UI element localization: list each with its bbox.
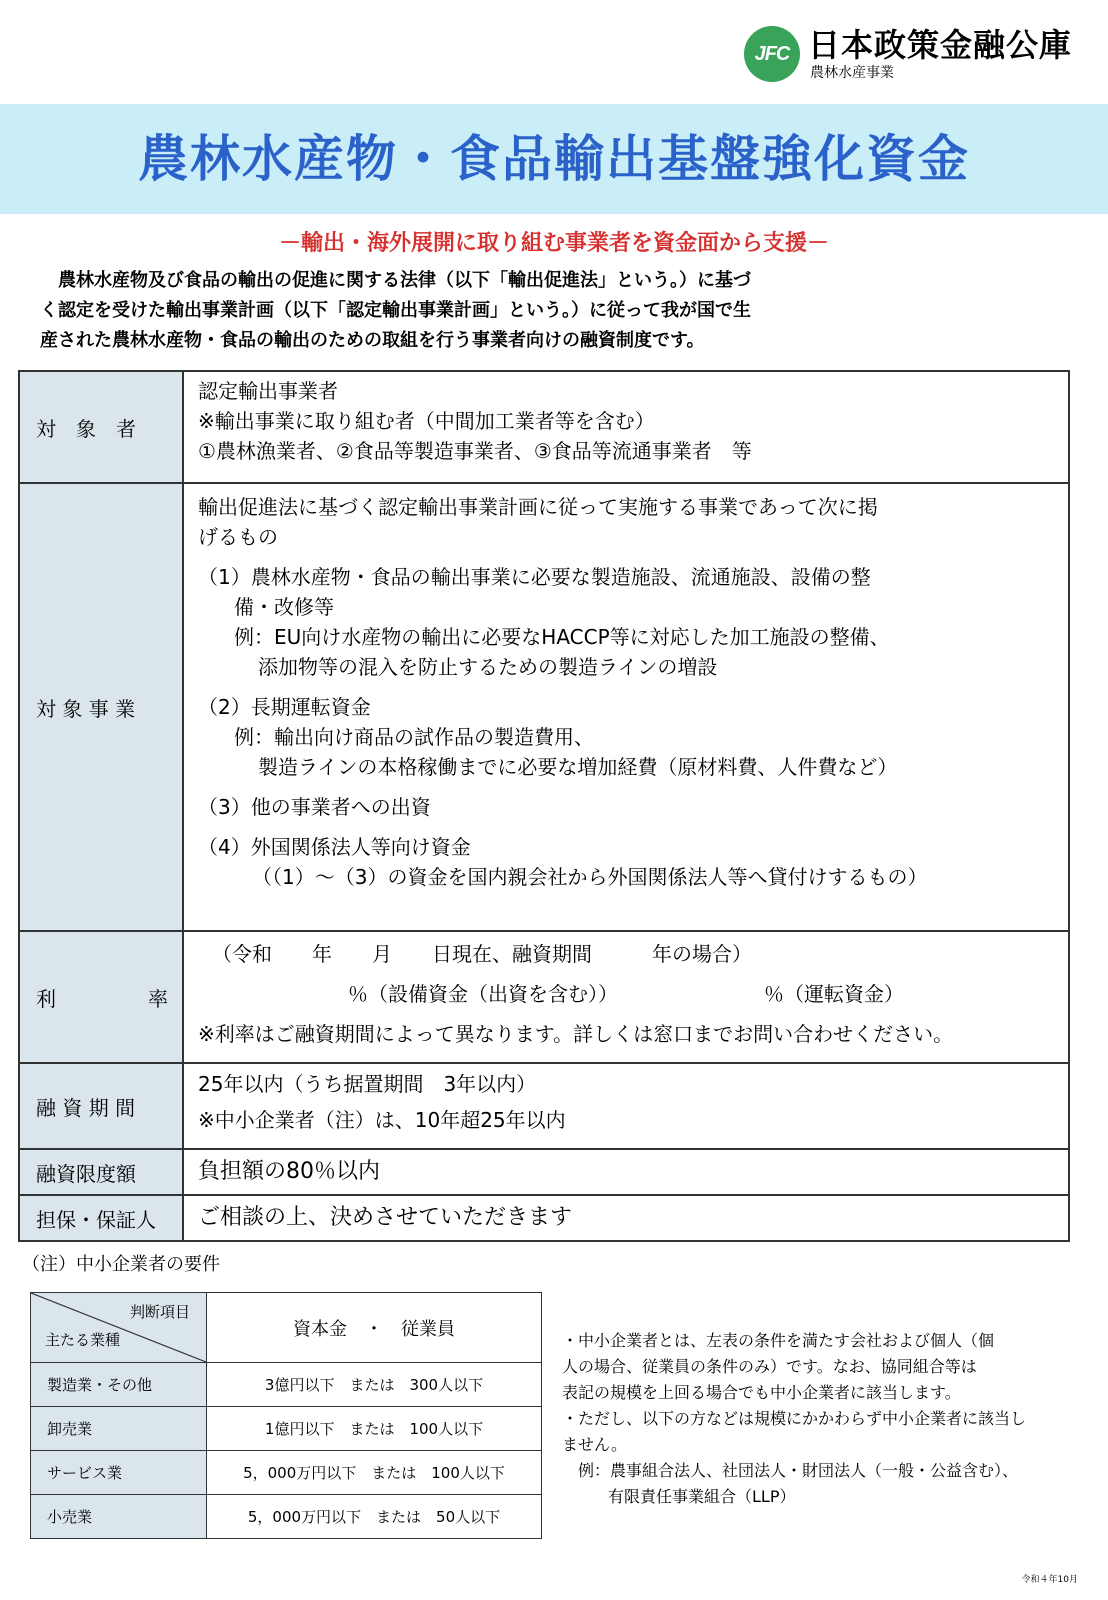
table-row	[31, 1407, 542, 1451]
jfc-logo-mark: JFC	[744, 26, 800, 82]
business-lead: 輸出促進法に基づく認定輸出事業計画に従って実施する事業であって次に掲	[198, 495, 878, 519]
intro-line: く認定を受けた輸出事業計画（以下「認定輸出事業計画」という。）に従って我が国で生	[40, 300, 751, 321]
corner-label-industry: 主たる業種	[45, 1331, 121, 1349]
period-line: 25年以内（うち据置期間 3年以内）	[198, 1072, 537, 1096]
business-item-1-example: 添加物等の混入を防止するための製造ラインの増設	[258, 655, 718, 679]
business-item-1-example: 例：EU向け水産物の輸出に必要なHACCP等に対応した加工施設の整備、	[234, 625, 890, 649]
value-business	[183, 483, 1069, 931]
loan-terms-table	[18, 370, 1070, 1242]
value-limit: 負担額の80％以内	[183, 1149, 1069, 1195]
side-note-line: ・中小企業者とは、左表の条件を満たす会社および個人（個	[562, 1331, 995, 1350]
label-limit: 融資限度額	[19, 1149, 183, 1195]
industry-cell: 製造業・その他	[31, 1363, 207, 1407]
criteria-cell: 5，000万円以下 または 50人以下	[207, 1495, 542, 1539]
jfc-logo	[744, 18, 1094, 90]
industry-cell: サービス業	[31, 1451, 207, 1495]
logo-organization-name: 日本政策金融公庫	[808, 26, 1073, 64]
label-rate: 利 率	[19, 931, 183, 1063]
industry-cell: 卸売業	[31, 1407, 207, 1451]
business-lead: げるもの	[198, 525, 278, 549]
business-item-2: （2）長期運転資金	[198, 695, 371, 719]
side-note-example: 例：農事組合法人、社団法人・財団法人（一般・公益含む）、	[578, 1461, 1019, 1480]
value-rate	[183, 931, 1069, 1063]
row-guarantee	[19, 1195, 1069, 1241]
label-guarantee: 担保・保証人	[19, 1195, 183, 1241]
page-title: 農林水産物・食品輸出基盤強化資金	[138, 129, 970, 188]
row-business	[19, 483, 1069, 931]
business-item-4-detail: （（1）～（3）の資金を国内親会社から外国関係法人等へ貸付けするもの）	[252, 865, 928, 889]
sme-note-heading: （注）中小企業者の要件	[22, 1254, 220, 1275]
label-target: 対 象 者	[19, 371, 183, 483]
period-line: ※中小企業者（注）は、10年超25年以内	[198, 1108, 566, 1132]
value-guarantee: ご相談の上、決めさせていただきます	[183, 1195, 1069, 1241]
rate-working: ％（運転資金）	[764, 982, 904, 1006]
sme-requirements-table	[30, 1292, 542, 1539]
table-row	[31, 1363, 542, 1407]
sme-table-header-row	[31, 1293, 542, 1363]
industry-cell: 小売業	[31, 1495, 207, 1539]
label-business: 対 象 事 業	[19, 483, 183, 931]
sme-side-notes	[562, 1328, 1082, 1510]
side-note-example: 有限責任事業組合（LLP）	[608, 1487, 796, 1506]
logo-division-name: 農林水産事業	[810, 65, 894, 81]
criteria-cell: 3億円以下 または 300人以下	[207, 1363, 542, 1407]
criteria-cell: 5，000万円以下 または 100人以下	[207, 1451, 542, 1495]
side-note-line: 表記の規模を上回る場合でも中小企業者に該当します。	[562, 1383, 961, 1402]
row-period	[19, 1063, 1069, 1149]
target-line: 認定輸出事業者	[198, 379, 338, 403]
page-subtitle: －輸出・海外展開に取り組む事業者を資金面から支援－	[278, 230, 829, 256]
intro-line: 産された農林水産物・食品の輸出のための取組を行う事業者向けの融資制度です。	[40, 330, 705, 351]
side-note-line: ません。	[562, 1435, 627, 1454]
label-period: 融 資 期 間	[19, 1063, 183, 1149]
corner-label-criteria: 判断項目	[129, 1303, 190, 1321]
side-note-line: 人の場合、従業員の条件のみ）です。なお、協同組合等は	[562, 1357, 977, 1376]
business-item-3: （3）他の事業者への出資	[198, 795, 431, 819]
rate-equipment: ％（設備資金（出資を含む））	[348, 982, 618, 1006]
criteria-cell: 1億円以下 または 100人以下	[207, 1407, 542, 1451]
rate-note: ※利率はご融資期間によって異なります。詳しくは窓口までお問い合わせください。	[198, 1022, 954, 1046]
intro-paragraph	[40, 266, 1070, 356]
table-row	[31, 1451, 542, 1495]
rate-condition: （令和 年 月 日現在、融資期間 年の場合）	[212, 942, 752, 966]
row-target	[19, 371, 1069, 483]
value-period	[183, 1063, 1069, 1149]
intro-line: 農林水産物及び食品の輸出の促進に関する法律（以下「輸出促進法」という。）に基づ	[40, 270, 751, 291]
row-limit	[19, 1149, 1069, 1195]
business-item-1: （1）農林水産物・食品の輸出事業に必要な製造施設、流通施設、設備の整	[198, 565, 871, 589]
target-line: ①農林漁業者、②食品等製造事業者、③食品等流通事業者 等	[198, 439, 752, 463]
rate-values	[198, 974, 1058, 1014]
side-note-line: ・ただし、以下の方などは規模にかかわらず中小企業者に該当し	[562, 1409, 1027, 1428]
sme-table-header: 資本金 ・ 従業員	[207, 1293, 542, 1363]
row-rate	[19, 931, 1069, 1063]
business-item-4: （4）外国関係法人等向け資金	[198, 835, 471, 859]
date-stamp: 令和４年10月	[1021, 1575, 1078, 1585]
title-banner	[0, 104, 1108, 214]
value-target	[183, 371, 1069, 483]
business-item-1: 備・改修等	[234, 595, 334, 619]
business-item-2-example: 製造ラインの本格稼働までに必要な増加経費（原材料費、人件費など）	[258, 755, 898, 779]
business-item-2-example: 例：輸出向け商品の試作品の製造費用、	[234, 725, 594, 749]
target-line: ※輸出事業に取り組む者（中間加工業者等を含む）	[198, 409, 655, 433]
sme-table-corner-cell	[31, 1293, 207, 1363]
table-row	[31, 1495, 542, 1539]
